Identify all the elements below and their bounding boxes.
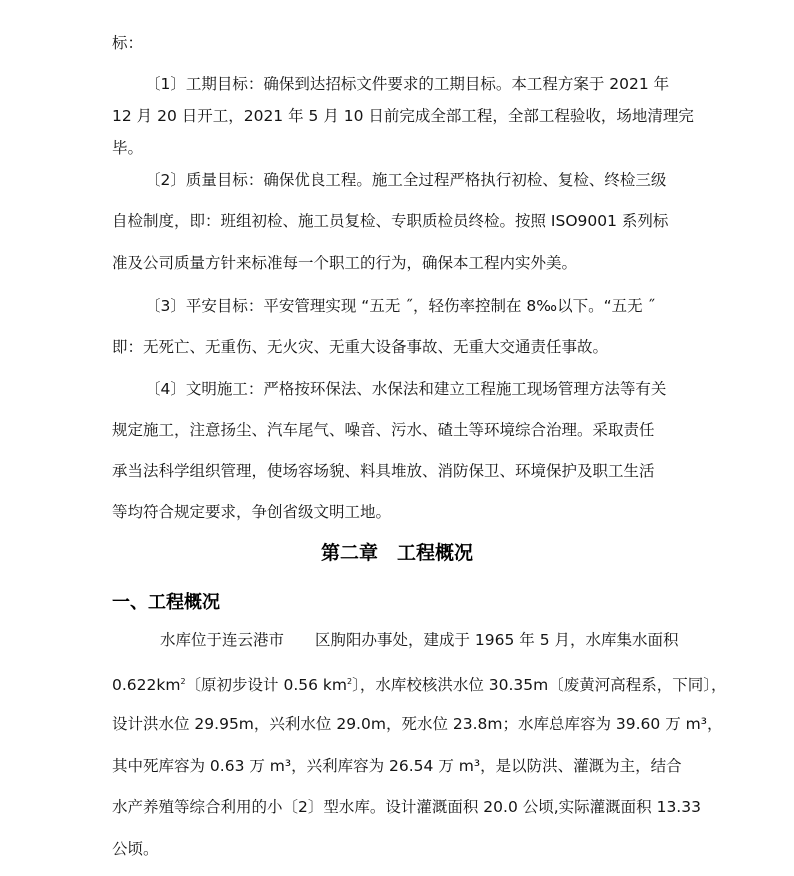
paragraph-line: 即：无死亡、无重伤、无火灾、无重大设备事故、无重大交通责任事故。 [112,338,609,356]
section-title: 一、工程概况 [112,592,220,613]
paragraph-line: 等均符合规定要求，争创省级文明工地。 [112,503,392,521]
paragraph-line: 设计洪水位 29.95m，兴利水位 29.0m，死水位 23.8m；水库总库容为 39.60 万 m³， [112,715,723,733]
paragraph-line: 〔2〕质量目标：确保优良工程。施工全过程严格执行初检、复检、终检三级 [145,171,667,189]
paragraph-line: 公顷。 [112,840,159,858]
superscript: 2 [180,677,186,686]
paragraph-line: 〔3〕平安目标：平安管理实现 “五无 ˝，轻伤率控制在 8‰以下。“五无 ˝ [145,297,656,315]
text-run: 〕，水库校核洪水位 30.35m〔废黄河高程系，下同〕， [352,676,727,695]
text-run: 〔原初步设计 0.56 km [185,676,347,695]
paragraph-line: 标： [112,34,144,52]
paragraph-line [112,672,727,695]
paragraph-line: 自检制度，即：班组初检、施工员复检、专职质检员终检。按照 ISO9001 系列标 [112,212,669,230]
paragraph-line: 〔4〕文明施工：严格按环保法、水保法和建立工程施工现场管理方法等有关 [145,380,667,398]
paragraph-line: 毕。 [112,139,144,157]
text-run: 0.622km [112,676,181,695]
superscript: 2 [347,677,353,686]
paragraph-line: 水库位于连云港市 区朐阳办事处，建成于 1965 年 5 月，水库集水面积 [160,631,679,649]
paragraph-line: 12 月 20 日开工，2021 年 5 月 10 日前完成全部工程，全部工程验收，场地清理完 [112,107,694,125]
paragraph-line: 〔1〕工期目标：确保到达招标文件要求的工期目标。本工程方案于 2021 年 [145,75,670,93]
paragraph-line: 规定施工，注意扬尘、汽车尾气、噪音、污水、碴土等环境综合治理。采取责任 [112,421,655,439]
paragraph-line: 其中死库容为 0.63 万 m³，兴利库容为 26.54 万 m³，是以防洪、灌溉为主，结合 [112,757,682,775]
chapter-title: 第二章 工程概况 [320,542,473,564]
paragraph-line: 水产养殖等综合利用的小〔2〕型水库。设计灌溉面积 20.0 公顷,实际灌溉面积 13.33 [112,798,701,816]
paragraph-line: 承当法科学组织管理，使场容场貌、料具堆放、消防保卫、环境保护及职工生活 [112,462,655,480]
paragraph-line: 准及公司质量方针来标准每一个职工的行为，确保本工程内实外美。 [112,254,578,272]
